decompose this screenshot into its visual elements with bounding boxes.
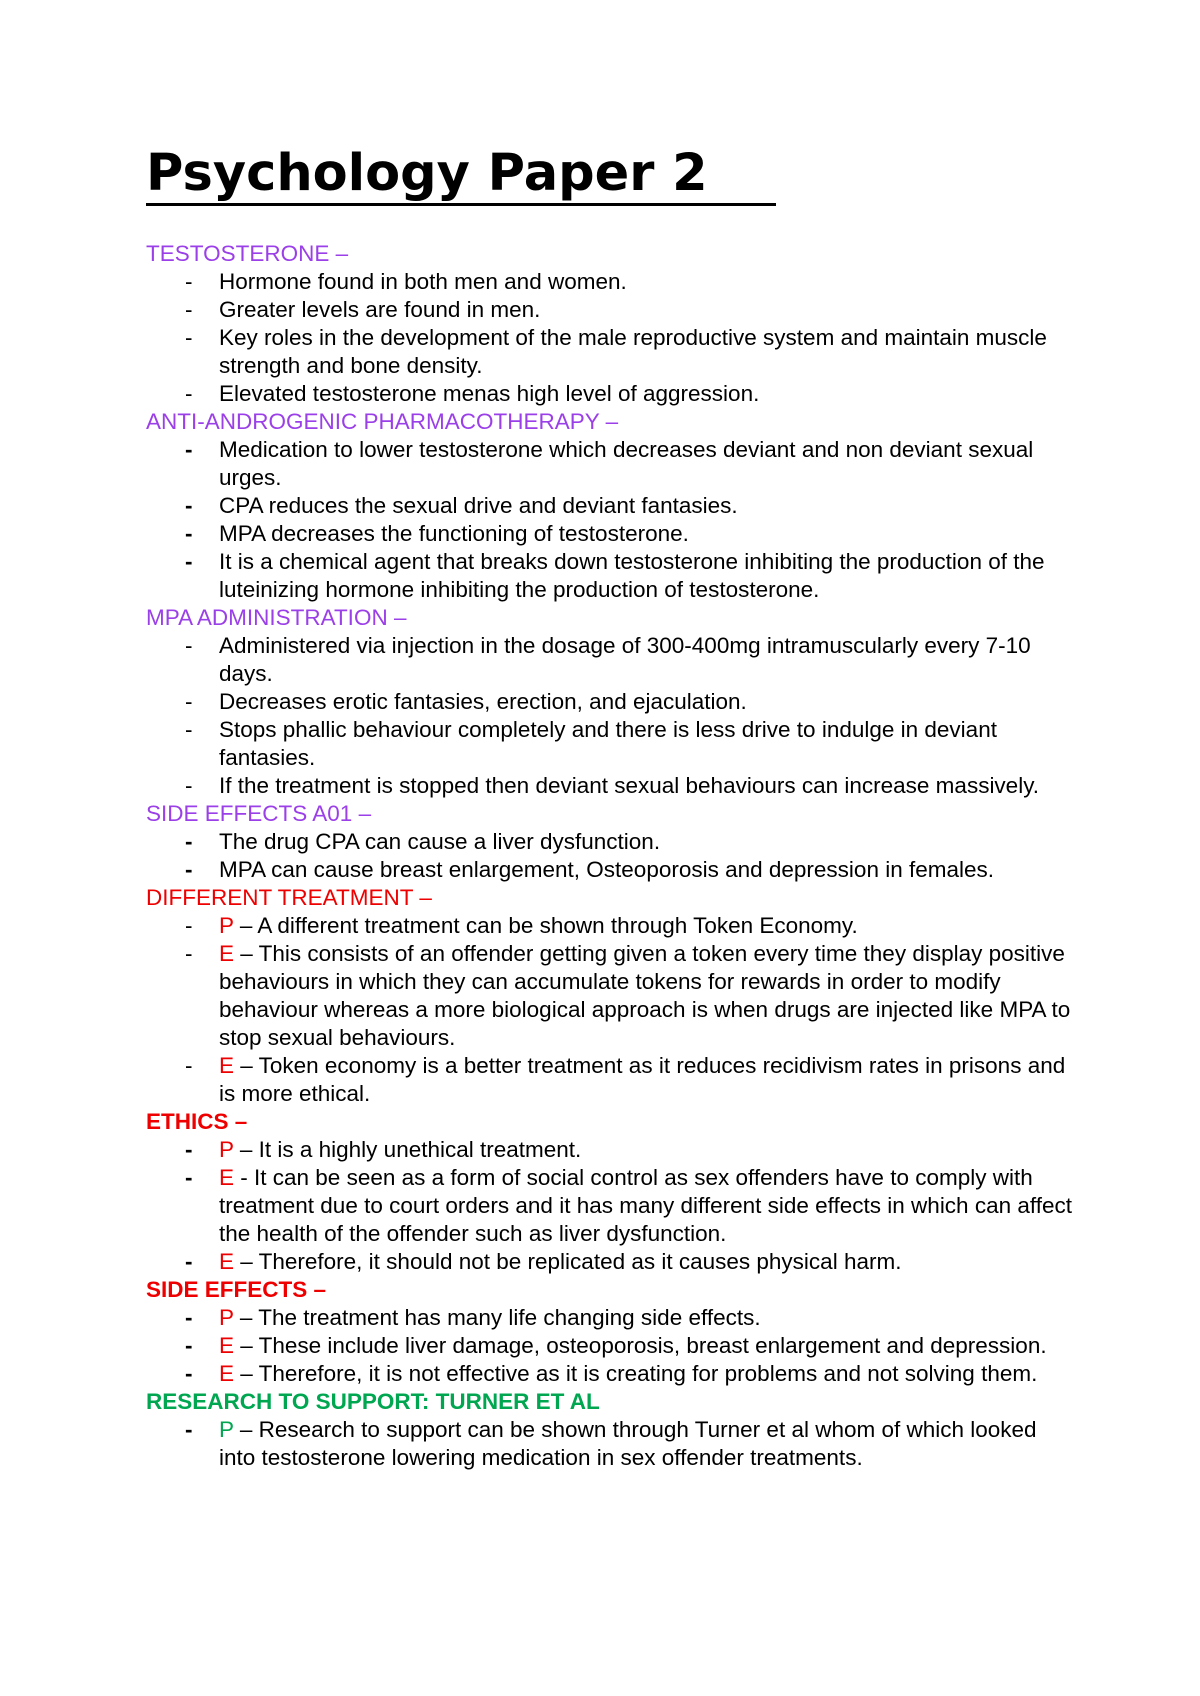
list-item [146,688,1076,716]
section-ethics [146,1108,1076,1276]
item-text: – This consists of an offender getting given a token every time they display positive behaviours in which they can accumulate tokens for rewards in order to modify behaviour whereas a more biological approach is when drugs are injected like MPA to stop sexual behaviours. [219,941,1071,1050]
dash-bullet: - [185,633,193,658]
list-item [146,1052,1076,1108]
section-mpa-administration [146,604,1076,800]
list-item [146,1332,1076,1360]
dash-bullet: - [185,269,193,294]
bullet-list [146,1304,1076,1388]
point-marker: P [219,1305,234,1330]
dash-bullet: - [185,829,193,854]
section-heading: TESTOSTERONE – [146,241,349,266]
list-item [146,772,1076,800]
item-text: – It is a highly unethical treatment. [233,1137,582,1162]
list-item [146,912,1076,940]
bullet-list [146,828,1076,884]
evaluation-marker: E [219,941,235,966]
list-item [146,1248,1076,1276]
section-different-treatment [146,884,1076,1108]
dash-bullet: - [185,717,193,742]
list-item [146,296,1076,324]
item-text: - It can be seen as a form of social control as sex offenders have to comply with treatment due to court orders and it has many different side effects in which can affect the health of the offender such as liver dysfunction. [219,1165,1072,1246]
dash-bullet: - [185,689,193,714]
list-item [146,520,1076,548]
list-item [146,1164,1076,1248]
item-text: Key roles in the development of the male reproductive system and maintain muscle strength and bone density. [219,325,1047,378]
item-text: – Therefore, it should not be replicated as it causes physical harm. [234,1249,902,1274]
evaluation-marker: E [219,1249,235,1274]
bullet-list [146,436,1076,604]
item-text: It is a chemical agent that breaks down testosterone inhibiting the production of the luteinizing hormone inhibiting the production of testosterone. [219,549,1045,602]
notes-body [146,240,1076,1472]
item-text: Greater levels are found in men. [219,297,541,322]
list-item [146,856,1076,884]
bullet-list [146,1416,1076,1472]
dash-bullet: - [185,941,193,966]
item-text: Medication to lower testosterone which decreases deviant and non deviant sexual urges. [219,437,1034,490]
dash-bullet: - [185,1361,193,1386]
item-text: – Therefore, it is not effective as it is creating for problems and not solving them. [234,1361,1038,1386]
bullet-list [146,632,1076,800]
page-title: Psychology Paper 2 [146,144,708,203]
list-item [146,380,1076,408]
dash-bullet: - [185,325,193,350]
section-heading: ETHICS – [146,1109,248,1134]
item-text: If the treatment is stopped then deviant sexual behaviours can increase massively. [219,773,1040,798]
section-side-effects [146,1276,1076,1388]
section-testosterone [146,240,1076,408]
dash-bullet: - [185,297,193,322]
list-item [146,716,1076,772]
dash-bullet: - [185,857,193,882]
item-text: – Research to support can be shown through Turner et al whom of which looked into testosterone lowering medication in sex offender treatments. [219,1417,1037,1470]
point-marker: P [219,1417,234,1442]
list-item [146,1136,1076,1164]
list-item [146,1416,1076,1472]
dash-bullet: - [185,1249,193,1274]
evaluation-marker: E [219,1165,235,1190]
section-side-effects-a01 [146,800,1076,884]
dash-bullet: - [185,1053,193,1078]
item-text: MPA can cause breast enlargement, Osteoporosis and depression in females. [219,857,995,882]
evaluation-marker: E [219,1361,235,1386]
dash-bullet: - [185,1305,193,1330]
item-text: – These include liver damage, osteoporosis, breast enlargement and depression. [234,1333,1047,1358]
item-text: – Token economy is a better treatment as it reduces recidivism rates in prisons and is more ethical. [219,1053,1066,1106]
section-research-turner [146,1388,1076,1472]
item-text: Hormone found in both men and women. [219,269,627,294]
dash-bullet: - [185,521,193,546]
item-text: MPA decreases the functioning of testosterone. [219,521,689,546]
item-text: Administered via injection in the dosage of 300-400mg intramuscularly every 7-10 days. [219,633,1031,686]
item-text: Decreases erotic fantasies, erection, and ejaculation. [219,689,747,714]
point-marker: P [219,1137,234,1162]
bullet-list [146,268,1076,408]
item-text: – A different treatment can be shown through Token Economy. [233,913,858,938]
list-item [146,632,1076,688]
list-item [146,1304,1076,1332]
section-anti-androgenic [146,408,1076,604]
point-marker: P [219,913,234,938]
section-heading: DIFFERENT TREATMENT – [146,885,432,910]
list-item [146,268,1076,296]
section-heading: MPA ADMINISTRATION – [146,605,407,630]
dash-bullet: - [185,381,193,406]
list-item [146,548,1076,604]
item-text: Elevated testosterone menas high level of aggression. [219,381,760,406]
dash-bullet: - [185,549,193,574]
list-item [146,828,1076,856]
bullet-list [146,1136,1076,1276]
dash-bullet: - [185,1333,193,1358]
section-heading: SIDE EFFECTS – [146,1277,327,1302]
section-heading: SIDE EFFECTS A01 – [146,801,372,826]
evaluation-marker: E [219,1333,235,1358]
dash-bullet: - [185,773,193,798]
dash-bullet: - [185,913,193,938]
item-text: The drug CPA can cause a liver dysfunction. [219,829,661,854]
list-item [146,324,1076,380]
list-item [146,1360,1076,1388]
section-heading: RESEARCH TO SUPPORT: TURNER ET AL [146,1389,600,1414]
dash-bullet: - [185,1137,193,1162]
title-underline [146,203,776,206]
item-text: – The treatment has many life changing side effects. [233,1305,761,1330]
dash-bullet: - [185,1165,193,1190]
list-item [146,940,1076,1052]
dash-bullet: - [185,437,193,462]
evaluation-marker: E [219,1053,235,1078]
item-text: Stops phallic behaviour completely and there is less drive to indulge in deviant fantasies. [219,717,997,770]
bullet-list [146,912,1076,1108]
list-item [146,492,1076,520]
item-text: CPA reduces the sexual drive and deviant fantasies. [219,493,738,518]
dash-bullet: - [185,1417,193,1442]
list-item [146,436,1076,492]
section-heading: ANTI-ANDROGENIC PHARMACOTHERAPY – [146,409,619,434]
dash-bullet: - [185,493,193,518]
